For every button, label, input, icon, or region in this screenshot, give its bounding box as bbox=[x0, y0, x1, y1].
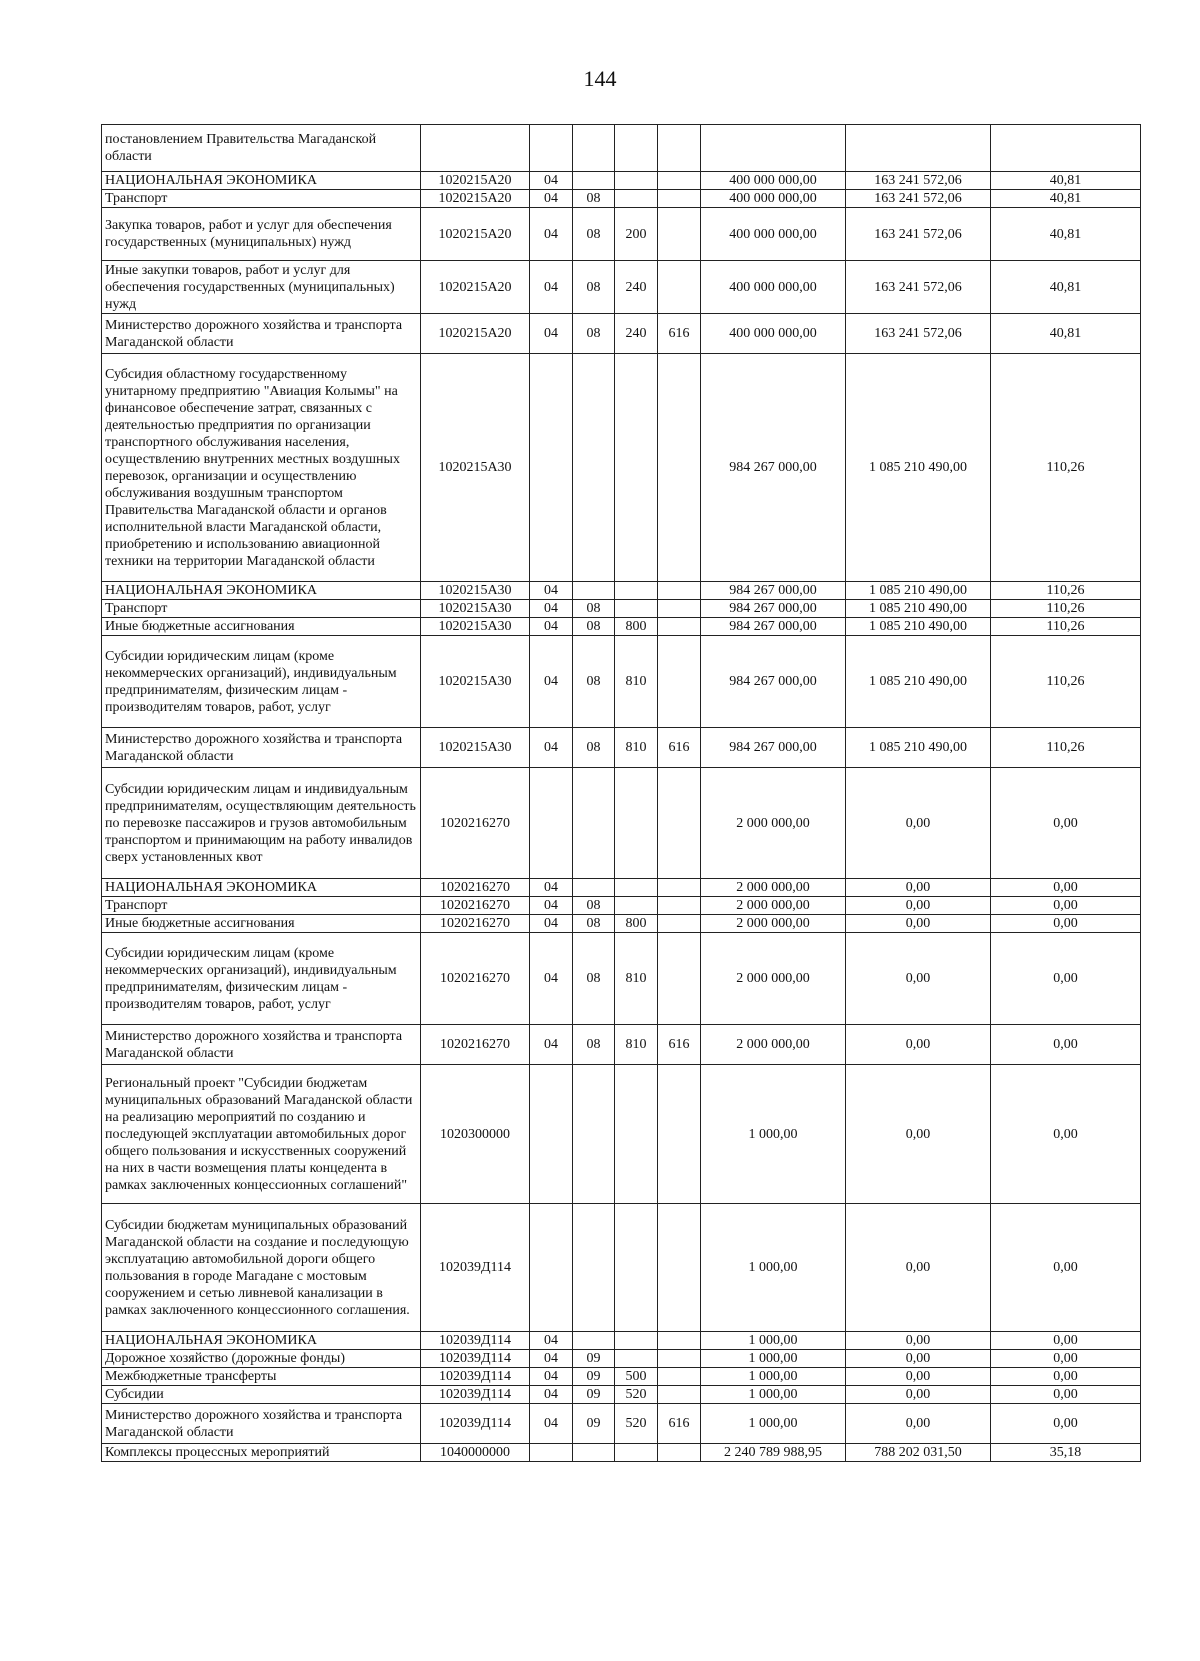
cell-executed-amount: 0,00 bbox=[846, 1404, 991, 1444]
cell-subsection bbox=[573, 879, 615, 897]
cell-expense-type bbox=[615, 1204, 658, 1332]
cell-planned-amount: 2 000 000,00 bbox=[701, 768, 846, 879]
cell-administrator bbox=[658, 261, 701, 314]
cell-section: 04 bbox=[530, 897, 573, 915]
cell-section: 04 bbox=[530, 1368, 573, 1386]
cell-executed-amount: 1 085 210 490,00 bbox=[846, 600, 991, 618]
cell-section: 04 bbox=[530, 1404, 573, 1444]
cell-target-code: 1020215А20 bbox=[421, 190, 530, 208]
cell-target-code: 1020215А30 bbox=[421, 354, 530, 582]
cell-administrator bbox=[658, 1204, 701, 1332]
cell-planned-amount: 1 000,00 bbox=[701, 1332, 846, 1350]
cell-executed-amount: 1 085 210 490,00 bbox=[846, 618, 991, 636]
cell-section bbox=[530, 1065, 573, 1204]
cell-executed-amount: 0,00 bbox=[846, 1386, 991, 1404]
table-row bbox=[102, 1332, 1141, 1350]
cell-target-code: 1020215А30 bbox=[421, 600, 530, 618]
cell-section: 04 bbox=[530, 582, 573, 600]
cell-subsection: 08 bbox=[573, 636, 615, 728]
cell-administrator bbox=[658, 1368, 701, 1386]
cell-subsection bbox=[573, 1332, 615, 1350]
table-row bbox=[102, 636, 1141, 728]
cell-planned-amount: 400 000 000,00 bbox=[701, 172, 846, 190]
cell-target-code: 1020216270 bbox=[421, 933, 530, 1025]
cell-planned-amount: 2 000 000,00 bbox=[701, 933, 846, 1025]
cell-executed-amount: 163 241 572,06 bbox=[846, 172, 991, 190]
cell-administrator: 616 bbox=[658, 314, 701, 354]
cell-executed-amount: 1 085 210 490,00 bbox=[846, 354, 991, 582]
cell-execution-percent: 0,00 bbox=[991, 1386, 1141, 1404]
cell-administrator: 616 bbox=[658, 728, 701, 768]
cell-expense-type: 810 bbox=[615, 728, 658, 768]
table-row bbox=[102, 879, 1141, 897]
cell-planned-amount: 1 000,00 bbox=[701, 1065, 846, 1204]
cell-administrator bbox=[658, 768, 701, 879]
cell-section bbox=[530, 768, 573, 879]
cell-planned-amount: 1 000,00 bbox=[701, 1386, 846, 1404]
cell-expense-type: 800 bbox=[615, 618, 658, 636]
cell-expense-type bbox=[615, 600, 658, 618]
cell-target-code: 102039Д114 bbox=[421, 1350, 530, 1368]
cell-executed-amount: 163 241 572,06 bbox=[846, 208, 991, 261]
cell-name: Субсидия областному государственному унитарному предприятию "Авиация Колымы" на финансовое обеспечение затрат, связанных с деятельностью предприятия по организации транспортного обслуживания населения, осуществлению внутренних местных воздушных перевозок, организации и осуществлению обслуживания воздушным транспортом Правительства Магаданской области и органов исполнительной власти Магаданской области, приобретению и использованию авиационной техники на территории Магаданской области bbox=[102, 354, 421, 582]
cell-execution-percent: 110,26 bbox=[991, 728, 1141, 768]
cell-execution-percent: 110,26 bbox=[991, 354, 1141, 582]
cell-section: 04 bbox=[530, 208, 573, 261]
cell-target-code: 1020215А20 bbox=[421, 172, 530, 190]
cell-executed-amount: 788 202 031,50 bbox=[846, 1444, 991, 1462]
cell-name: Министерство дорожного хозяйства и транспорта Магаданской области bbox=[102, 728, 421, 768]
cell-expense-type: 520 bbox=[615, 1404, 658, 1444]
cell-executed-amount: 163 241 572,06 bbox=[846, 190, 991, 208]
cell-executed-amount: 0,00 bbox=[846, 1332, 991, 1350]
table-row bbox=[102, 314, 1141, 354]
cell-planned-amount: 1 000,00 bbox=[701, 1350, 846, 1368]
cell-administrator bbox=[658, 933, 701, 1025]
cell-target-code: 102039Д114 bbox=[421, 1204, 530, 1332]
cell-planned-amount: 2 240 789 988,95 bbox=[701, 1444, 846, 1462]
cell-administrator bbox=[658, 897, 701, 915]
cell-expense-type bbox=[615, 582, 658, 600]
cell-target-code: 1020215А20 bbox=[421, 208, 530, 261]
cell-administrator bbox=[658, 1386, 701, 1404]
cell-planned-amount: 1 000,00 bbox=[701, 1204, 846, 1332]
cell-target-code: 1020215А30 bbox=[421, 636, 530, 728]
cell-expense-type: 500 bbox=[615, 1368, 658, 1386]
cell-expense-type bbox=[615, 1444, 658, 1462]
table-row bbox=[102, 1404, 1141, 1444]
cell-execution-percent: 0,00 bbox=[991, 897, 1141, 915]
cell-expense-type bbox=[615, 125, 658, 172]
cell-target-code: 1020216270 bbox=[421, 1025, 530, 1065]
cell-subsection bbox=[573, 1065, 615, 1204]
cell-subsection: 08 bbox=[573, 190, 615, 208]
cell-target-code: 1020215А20 bbox=[421, 261, 530, 314]
cell-executed-amount bbox=[846, 125, 991, 172]
table-row bbox=[102, 1386, 1141, 1404]
cell-planned-amount bbox=[701, 125, 846, 172]
budget-execution-table bbox=[101, 124, 1141, 1462]
cell-administrator bbox=[658, 125, 701, 172]
cell-administrator bbox=[658, 354, 701, 582]
cell-administrator bbox=[658, 172, 701, 190]
cell-name: Закупка товаров, работ и услуг для обеспечения государственных (муниципальных) нужд bbox=[102, 208, 421, 261]
cell-name: Министерство дорожного хозяйства и транспорта Магаданской области bbox=[102, 1025, 421, 1065]
cell-expense-type bbox=[615, 354, 658, 582]
cell-planned-amount: 2 000 000,00 bbox=[701, 915, 846, 933]
cell-target-code: 1020216270 bbox=[421, 768, 530, 879]
cell-target-code: 102039Д114 bbox=[421, 1332, 530, 1350]
cell-subsection: 08 bbox=[573, 1025, 615, 1065]
cell-section: 04 bbox=[530, 261, 573, 314]
table-row bbox=[102, 1368, 1141, 1386]
cell-administrator bbox=[658, 636, 701, 728]
cell-subsection: 08 bbox=[573, 933, 615, 1025]
cell-executed-amount: 0,00 bbox=[846, 1065, 991, 1204]
cell-planned-amount: 2 000 000,00 bbox=[701, 897, 846, 915]
table-row bbox=[102, 582, 1141, 600]
cell-subsection bbox=[573, 172, 615, 190]
cell-execution-percent: 40,81 bbox=[991, 208, 1141, 261]
cell-execution-percent: 110,26 bbox=[991, 618, 1141, 636]
cell-section: 04 bbox=[530, 1386, 573, 1404]
cell-executed-amount: 163 241 572,06 bbox=[846, 314, 991, 354]
table-row bbox=[102, 208, 1141, 261]
cell-name: Субсидии юридическим лицам (кроме некоммерческих организаций), индивидуальным предпринимателям, физическим лицам - производителям товаров, работ, услуг bbox=[102, 636, 421, 728]
cell-section: 04 bbox=[530, 1350, 573, 1368]
cell-execution-percent: 0,00 bbox=[991, 915, 1141, 933]
cell-subsection: 08 bbox=[573, 618, 615, 636]
cell-executed-amount: 0,00 bbox=[846, 915, 991, 933]
cell-name: Министерство дорожного хозяйства и транспорта Магаданской области bbox=[102, 314, 421, 354]
cell-name: постановлением Правительства Магаданской области bbox=[102, 125, 421, 172]
cell-section: 04 bbox=[530, 618, 573, 636]
cell-administrator: 616 bbox=[658, 1404, 701, 1444]
cell-subsection: 08 bbox=[573, 314, 615, 354]
cell-section bbox=[530, 1444, 573, 1462]
cell-target-code: 1020215А20 bbox=[421, 314, 530, 354]
cell-name: Межбюджетные трансферты bbox=[102, 1368, 421, 1386]
cell-planned-amount: 2 000 000,00 bbox=[701, 879, 846, 897]
cell-section: 04 bbox=[530, 314, 573, 354]
cell-section: 04 bbox=[530, 600, 573, 618]
table-row bbox=[102, 897, 1141, 915]
cell-subsection bbox=[573, 582, 615, 600]
cell-name: Иные бюджетные ассигнования bbox=[102, 618, 421, 636]
cell-execution-percent: 0,00 bbox=[991, 1332, 1141, 1350]
cell-execution-percent: 0,00 bbox=[991, 1025, 1141, 1065]
cell-expense-type bbox=[615, 1065, 658, 1204]
cell-expense-type: 200 bbox=[615, 208, 658, 261]
cell-name: Иные закупки товаров, работ и услуг для обеспечения государственных (муниципальных) нужд bbox=[102, 261, 421, 314]
cell-execution-percent: 110,26 bbox=[991, 582, 1141, 600]
cell-name: Субсидии юридическим лицам и индивидуальным предпринимателям, осуществляющим деятельность по перевозке пассажиров и грузов автомобильным транспортом и принимающим на работу инвалидов сверх установленных квот bbox=[102, 768, 421, 879]
cell-subsection: 08 bbox=[573, 600, 615, 618]
cell-administrator bbox=[658, 1350, 701, 1368]
cell-execution-percent: 110,26 bbox=[991, 636, 1141, 728]
cell-planned-amount: 400 000 000,00 bbox=[701, 208, 846, 261]
cell-execution-percent: 110,26 bbox=[991, 600, 1141, 618]
cell-execution-percent: 0,00 bbox=[991, 1065, 1141, 1204]
table-row bbox=[102, 618, 1141, 636]
cell-executed-amount: 1 085 210 490,00 bbox=[846, 636, 991, 728]
cell-name: НАЦИОНАЛЬНАЯ ЭКОНОМИКА bbox=[102, 1332, 421, 1350]
cell-planned-amount: 2 000 000,00 bbox=[701, 1025, 846, 1065]
cell-executed-amount: 0,00 bbox=[846, 879, 991, 897]
cell-planned-amount: 984 267 000,00 bbox=[701, 600, 846, 618]
cell-name: Субсидии bbox=[102, 1386, 421, 1404]
cell-section: 04 bbox=[530, 190, 573, 208]
cell-section: 04 bbox=[530, 915, 573, 933]
cell-subsection bbox=[573, 1444, 615, 1462]
cell-executed-amount: 1 085 210 490,00 bbox=[846, 728, 991, 768]
cell-name: НАЦИОНАЛЬНАЯ ЭКОНОМИКА bbox=[102, 582, 421, 600]
cell-execution-percent: 0,00 bbox=[991, 768, 1141, 879]
cell-administrator bbox=[658, 618, 701, 636]
cell-planned-amount: 984 267 000,00 bbox=[701, 582, 846, 600]
cell-name: Дорожное хозяйство (дорожные фонды) bbox=[102, 1350, 421, 1368]
cell-section: 04 bbox=[530, 728, 573, 768]
cell-subsection bbox=[573, 354, 615, 582]
cell-expense-type: 800 bbox=[615, 915, 658, 933]
cell-planned-amount: 400 000 000,00 bbox=[701, 314, 846, 354]
cell-administrator bbox=[658, 1065, 701, 1204]
cell-expense-type bbox=[615, 1332, 658, 1350]
cell-section: 04 bbox=[530, 172, 573, 190]
table-row bbox=[102, 600, 1141, 618]
cell-execution-percent: 0,00 bbox=[991, 1404, 1141, 1444]
cell-name: НАЦИОНАЛЬНАЯ ЭКОНОМИКА bbox=[102, 172, 421, 190]
cell-execution-percent: 40,81 bbox=[991, 314, 1141, 354]
cell-section bbox=[530, 125, 573, 172]
cell-subsection bbox=[573, 1204, 615, 1332]
cell-expense-type: 810 bbox=[615, 636, 658, 728]
table-row bbox=[102, 172, 1141, 190]
table-row bbox=[102, 1065, 1141, 1204]
cell-executed-amount: 0,00 bbox=[846, 1368, 991, 1386]
cell-name: НАЦИОНАЛЬНАЯ ЭКОНОМИКА bbox=[102, 879, 421, 897]
cell-target-code: 1020215А30 bbox=[421, 618, 530, 636]
cell-section bbox=[530, 354, 573, 582]
cell-executed-amount: 163 241 572,06 bbox=[846, 261, 991, 314]
cell-subsection: 08 bbox=[573, 728, 615, 768]
cell-name: Министерство дорожного хозяйства и транспорта Магаданской области bbox=[102, 1404, 421, 1444]
cell-subsection: 09 bbox=[573, 1386, 615, 1404]
cell-execution-percent: 0,00 bbox=[991, 933, 1141, 1025]
cell-target-code bbox=[421, 125, 530, 172]
cell-subsection: 08 bbox=[573, 897, 615, 915]
cell-subsection: 09 bbox=[573, 1404, 615, 1444]
cell-planned-amount: 984 267 000,00 bbox=[701, 618, 846, 636]
cell-name: Транспорт bbox=[102, 190, 421, 208]
table-row bbox=[102, 915, 1141, 933]
cell-expense-type: 520 bbox=[615, 1386, 658, 1404]
cell-section: 04 bbox=[530, 1332, 573, 1350]
cell-expense-type: 810 bbox=[615, 933, 658, 1025]
cell-name: Субсидии бюджетам муниципальных образований Магаданской области на создание и последующую эксплуатацию автомобильной дороги общего пользования в городе Магадане с мостовым сооружением и сетью ливневой канализации в рамках заключенного концессионного соглашения. bbox=[102, 1204, 421, 1332]
cell-executed-amount: 0,00 bbox=[846, 1350, 991, 1368]
cell-expense-type: 240 bbox=[615, 261, 658, 314]
cell-target-code: 1020215А30 bbox=[421, 728, 530, 768]
cell-target-code: 102039Д114 bbox=[421, 1368, 530, 1386]
cell-section bbox=[530, 1204, 573, 1332]
cell-target-code: 1020300000 bbox=[421, 1065, 530, 1204]
cell-execution-percent: 0,00 bbox=[991, 1368, 1141, 1386]
cell-expense-type: 240 bbox=[615, 314, 658, 354]
cell-subsection: 09 bbox=[573, 1350, 615, 1368]
cell-planned-amount: 984 267 000,00 bbox=[701, 636, 846, 728]
cell-subsection: 08 bbox=[573, 915, 615, 933]
cell-target-code: 1020216270 bbox=[421, 879, 530, 897]
cell-expense-type bbox=[615, 768, 658, 879]
cell-execution-percent: 40,81 bbox=[991, 172, 1141, 190]
cell-section: 04 bbox=[530, 933, 573, 1025]
cell-planned-amount: 400 000 000,00 bbox=[701, 190, 846, 208]
cell-subsection: 08 bbox=[573, 208, 615, 261]
cell-expense-type bbox=[615, 897, 658, 915]
cell-expense-type bbox=[615, 172, 658, 190]
cell-planned-amount: 1 000,00 bbox=[701, 1404, 846, 1444]
cell-target-code: 1020216270 bbox=[421, 897, 530, 915]
cell-planned-amount: 1 000,00 bbox=[701, 1368, 846, 1386]
cell-subsection bbox=[573, 768, 615, 879]
cell-expense-type bbox=[615, 1350, 658, 1368]
cell-target-code: 1020216270 bbox=[421, 915, 530, 933]
cell-subsection bbox=[573, 125, 615, 172]
cell-target-code: 102039Д114 bbox=[421, 1386, 530, 1404]
cell-administrator bbox=[658, 1332, 701, 1350]
table-row bbox=[102, 354, 1141, 582]
cell-section: 04 bbox=[530, 1025, 573, 1065]
table-row bbox=[102, 190, 1141, 208]
page-number: 144 bbox=[583, 66, 617, 91]
cell-subsection: 08 bbox=[573, 261, 615, 314]
table-row bbox=[102, 261, 1141, 314]
table-row bbox=[102, 1350, 1141, 1368]
table-row bbox=[102, 125, 1141, 172]
cell-administrator bbox=[658, 582, 701, 600]
cell-name: Комплексы процессных мероприятий bbox=[102, 1444, 421, 1462]
table-row bbox=[102, 1204, 1141, 1332]
cell-administrator bbox=[658, 600, 701, 618]
cell-executed-amount: 0,00 bbox=[846, 933, 991, 1025]
cell-expense-type bbox=[615, 879, 658, 897]
cell-name: Транспорт bbox=[102, 897, 421, 915]
cell-section: 04 bbox=[530, 879, 573, 897]
cell-executed-amount: 0,00 bbox=[846, 1204, 991, 1332]
cell-execution-percent: 40,81 bbox=[991, 190, 1141, 208]
cell-executed-amount: 0,00 bbox=[846, 897, 991, 915]
cell-executed-amount: 0,00 bbox=[846, 1025, 991, 1065]
table-row bbox=[102, 933, 1141, 1025]
table-row bbox=[102, 1025, 1141, 1065]
cell-target-code: 102039Д114 bbox=[421, 1404, 530, 1444]
cell-name: Иные бюджетные ассигнования bbox=[102, 915, 421, 933]
cell-execution-percent: 0,00 bbox=[991, 1204, 1141, 1332]
table-row bbox=[102, 1444, 1141, 1462]
cell-execution-percent bbox=[991, 125, 1141, 172]
cell-expense-type bbox=[615, 190, 658, 208]
cell-target-code: 1020215А30 bbox=[421, 582, 530, 600]
cell-execution-percent: 35,18 bbox=[991, 1444, 1141, 1462]
table-row bbox=[102, 768, 1141, 879]
cell-administrator bbox=[658, 190, 701, 208]
cell-expense-type: 810 bbox=[615, 1025, 658, 1065]
cell-administrator bbox=[658, 915, 701, 933]
cell-name: Транспорт bbox=[102, 600, 421, 618]
cell-executed-amount: 0,00 bbox=[846, 768, 991, 879]
cell-execution-percent: 40,81 bbox=[991, 261, 1141, 314]
cell-name: Субсидии юридическим лицам (кроме некоммерческих организаций), индивидуальным предпринимателям, физическим лицам - производителям товаров, работ, услуг bbox=[102, 933, 421, 1025]
cell-subsection: 09 bbox=[573, 1368, 615, 1386]
table-body bbox=[102, 125, 1141, 1462]
cell-administrator bbox=[658, 1444, 701, 1462]
cell-execution-percent: 0,00 bbox=[991, 879, 1141, 897]
cell-administrator: 616 bbox=[658, 1025, 701, 1065]
table-row bbox=[102, 728, 1141, 768]
cell-name: Региональный проект "Субсидии бюджетам муниципальных образований Магаданской области на реализацию мероприятий по созданию и последующей эксплуатации автомобильных дорог общего пользования и искусственных сооружений на них в части возмещения платы концедента в рамках заключенных концессионных соглашений" bbox=[102, 1065, 421, 1204]
cell-executed-amount: 1 085 210 490,00 bbox=[846, 582, 991, 600]
cell-planned-amount: 984 267 000,00 bbox=[701, 728, 846, 768]
cell-planned-amount: 400 000 000,00 bbox=[701, 261, 846, 314]
cell-administrator bbox=[658, 208, 701, 261]
cell-administrator bbox=[658, 879, 701, 897]
cell-target-code: 1040000000 bbox=[421, 1444, 530, 1462]
cell-section: 04 bbox=[530, 636, 573, 728]
cell-planned-amount: 984 267 000,00 bbox=[701, 354, 846, 582]
cell-execution-percent: 0,00 bbox=[991, 1350, 1141, 1368]
